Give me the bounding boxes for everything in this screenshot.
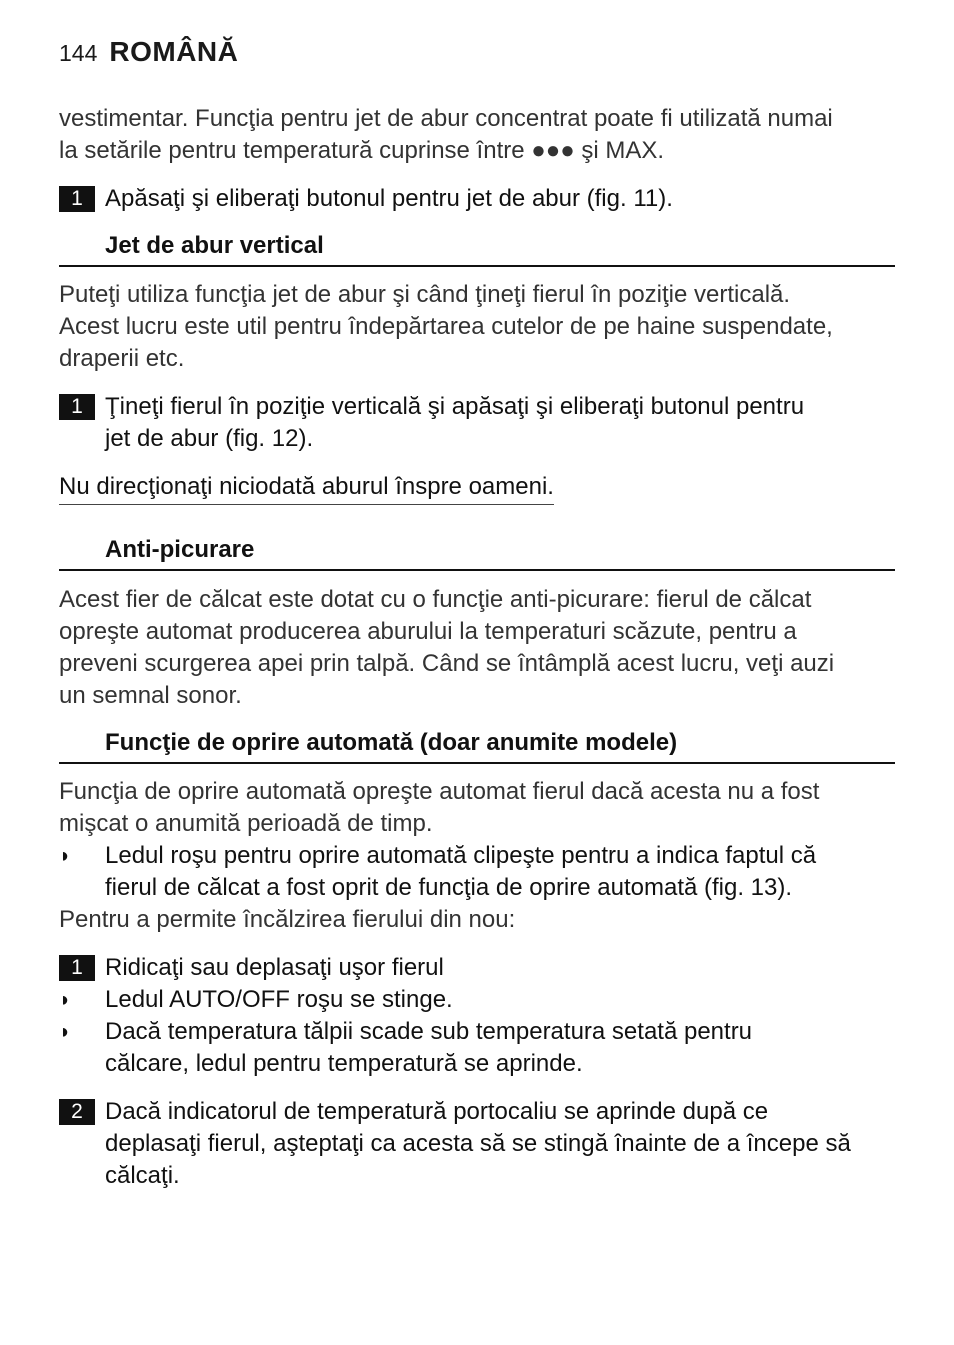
- bullet-icon: ◗: [59, 1021, 72, 1043]
- reheat-intro: Pentru a permite încălzirea fierului din nou:: [59, 906, 516, 933]
- bullet-temperature-led: ◗ Dacă temperatura tălpii scade sub temperatura setată pentru călcare, ledul pentru temperatură se aprinde.: [59, 1018, 753, 1077]
- step-text: Ridicaţi sau deplasaţi uşor fierul: [105, 954, 444, 981]
- step-text: Dacă indicatorul de temperatură portocaliu se aprinde după ce deplasaţi fierul, aşteptaţi ca acesta să se stingă înainte de a începe să călcaţi.: [105, 1098, 851, 1189]
- page-number: 144: [59, 40, 98, 66]
- bullet-led-off: ◗ Ledul AUTO/OFF roşu se stinge.: [59, 984, 895, 1016]
- step-number: 1: [59, 394, 95, 420]
- heading-vertical-steam: Jet de abur vertical: [59, 231, 895, 267]
- bullet-icon: ◗: [59, 845, 72, 867]
- warning-text: Nu direcţionaţi niciodată aburul înspre oameni.: [59, 471, 554, 505]
- step-text: Ţineţi fierul în poziţie verticală şi apăsaţi şi eliberaţi butonul pentru jet de abur (fig. 12).: [105, 393, 805, 452]
- step-burst: [59, 183, 895, 215]
- antidrip-paragraph: Acest fier de călcat este dotat cu o funcţie anti-picurare: fierul de călcat opreşte automat producerea aburului la temperaturi scăzute, pentru a preveni scurgerea apei prin talpă. Când se întâmplă acest lucru, veţi auzi un semnal sonor.: [59, 586, 835, 709]
- intro-paragraph: vestimentar. Funcţia pentru jet de abur concentrat poate fi utilizată numai la setările pentru temperatură cuprinse între ●●● şi MAX.: [59, 105, 833, 164]
- bullet-red-led-flashes: ◗ Ledul roşu pentru oprire automată clipeşte pentru a indica faptul că fierul de călcat a fost oprit de funcţia de oprire automată (fig. 13).: [59, 842, 817, 901]
- step-lift-iron: [59, 952, 895, 984]
- step-number: 1: [59, 955, 95, 981]
- step-wait-indicator: [59, 1096, 895, 1192]
- heading-auto-off: Funcţie de oprire automată (doar anumite modele): [59, 728, 895, 764]
- step-vertical: [59, 391, 895, 455]
- step-text: Apăsaţi şi eliberaţi butonul pentru jet de abur (fig. 11).: [105, 185, 673, 212]
- step-number: 1: [59, 186, 95, 212]
- vertical-paragraph: Puteţi utiliza funcţia jet de abur şi când ţineţi fierul în poziţie verticală. Acest lucru este util pentru îndepărtarea cutelor de pe haine suspendate, draperii etc.: [59, 281, 833, 372]
- step-number: 2: [59, 1099, 95, 1125]
- language-title: ROMÂNĂ: [109, 36, 239, 67]
- bullet-icon: ◗: [59, 989, 72, 1011]
- autooff-paragraph: Funcţia de oprire automată opreşte automat fierul dacă acesta nu a fost mişcat o anumită perioadă de timp.: [59, 778, 820, 837]
- heading-anti-drip: Anti-picurare: [59, 535, 895, 571]
- page-header: [59, 36, 238, 68]
